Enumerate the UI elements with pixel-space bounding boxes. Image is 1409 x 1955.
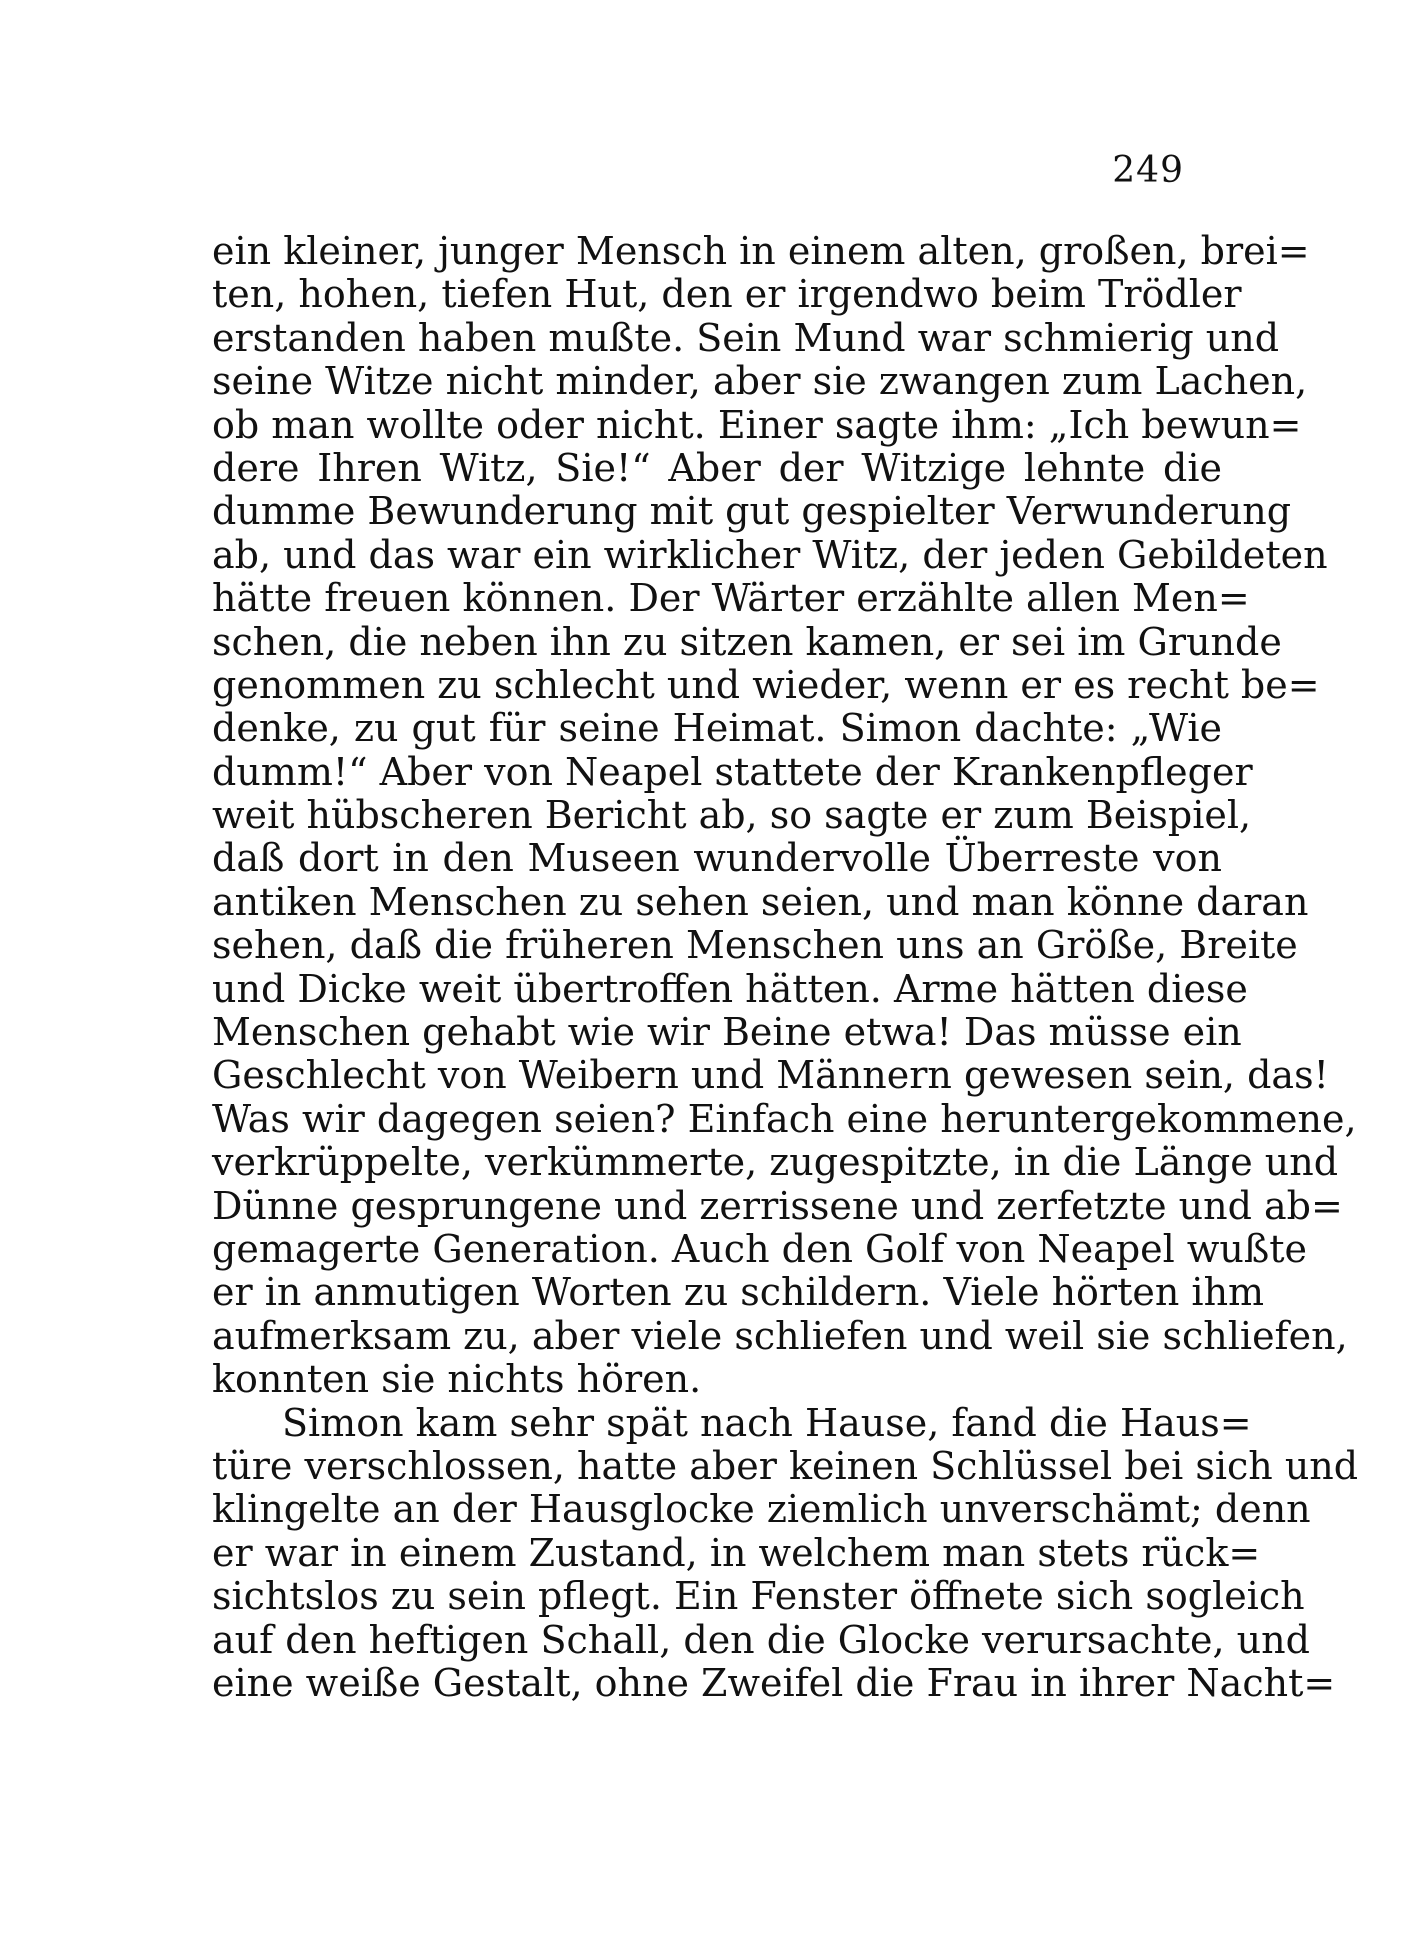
- text-line: er in anmutigen Worten zu schildern. Viele hörten ihm: [212, 1270, 1265, 1315]
- text-line: eine weiße Gestalt, ohne Zweifel die Frau in ihrer Nacht=: [212, 1660, 1336, 1705]
- text-line: ein kleiner, junger Mensch in einem alten, großen, brei=: [212, 229, 1310, 273]
- text-line: Geschlecht von Weibern und Männern gewesen sein, das!: [212, 1053, 1329, 1098]
- text-line: auf den heftigen Schall, den die Glocke verursachte, und: [212, 1617, 1310, 1662]
- text-line: antiken Menschen zu sehen seien, und man könne daran: [212, 879, 1309, 924]
- text-line: ob man wollte oder nicht. Einer sagte ihm: „Ich bewun=: [212, 402, 1302, 447]
- text-line: hätte freuen können. Der Wärter erzählte allen Men=: [212, 576, 1250, 621]
- text-line: aufmerksam zu, aber viele schliefen und weil sie schliefen,: [212, 1313, 1348, 1358]
- text-line: genommen zu schlecht und wieder, wenn er es recht be=: [212, 662, 1320, 707]
- text-line: weit hübscheren Bericht ab, so sagte er zum Beispiel,: [212, 793, 1252, 838]
- text-line: Dünne gesprungene und zerrissene und zerfetzte und ab=: [212, 1183, 1343, 1228]
- text-line-paragraph-end: konnten sie nichts hören.: [212, 1357, 702, 1402]
- text-line: sehen, daß die früheren Menschen uns an Größe, Breite: [212, 923, 1298, 968]
- text-line: türe verschlossen, hatte aber keinen Schlüssel bei sich und: [212, 1443, 1359, 1488]
- text-line: dumm!“ Aber von Neapel stattete der Krankenpfleger: [212, 749, 1253, 794]
- text-line: seine Witze nicht minder, aber sie zwangen zum Lachen,: [212, 359, 1308, 404]
- page-number: 249: [1112, 150, 1184, 191]
- text-line: ab, und das war ein wirklicher Witz, der jeden Gebildeten: [212, 532, 1328, 577]
- text-line: gemagerte Generation. Auch den Golf von Neapel wußte: [212, 1226, 1308, 1271]
- text-line: dumme Bewunderung mit gut gespielter Verwunderung: [212, 489, 1292, 534]
- text-line: schen, die neben ihn zu sitzen kamen, er sei im Grunde: [212, 619, 1282, 664]
- text-line: er war in einem Zustand, in welchem man stets rück=: [212, 1530, 1261, 1575]
- text-line: daß dort in den Museen wundervolle Überreste von: [212, 836, 1222, 881]
- text-line-paragraph-start: Simon kam sehr spät nach Hause, fand die Haus=: [282, 1400, 1252, 1445]
- text-line: Was wir dagegen seien? Einfach eine heruntergekommene,: [212, 1096, 1357, 1141]
- text-line: und Dicke weit übertroffen hätten. Arme hätten diese: [212, 966, 1248, 1011]
- text-line: ten, hohen, tiefen Hut, den er irgendwo beim Trödler: [212, 272, 1242, 317]
- text-line: sichtslos zu sein pflegt. Ein Fenster öffnete sich sogleich: [212, 1574, 1305, 1619]
- text-line: denke, zu gut für seine Heimat. Simon dachte: „Wie: [212, 706, 1222, 751]
- text-line: klingelte an der Hausglocke ziemlich unverschämt; denn: [212, 1487, 1311, 1532]
- text-line: erstanden haben mußte. Sein Mund war schmierig und: [212, 315, 1280, 360]
- text-line: Menschen gehabt wie wir Beine etwa! Das müsse ein: [212, 1010, 1242, 1055]
- text-line: dere Ihren Witz, Sie!“ Aber der Witzige lehnte die: [212, 445, 1222, 490]
- body-text: [212, 229, 1359, 1705]
- text-line: verkrüppelte, verkümmerte, zugespitzte, in die Länge und: [212, 1140, 1339, 1185]
